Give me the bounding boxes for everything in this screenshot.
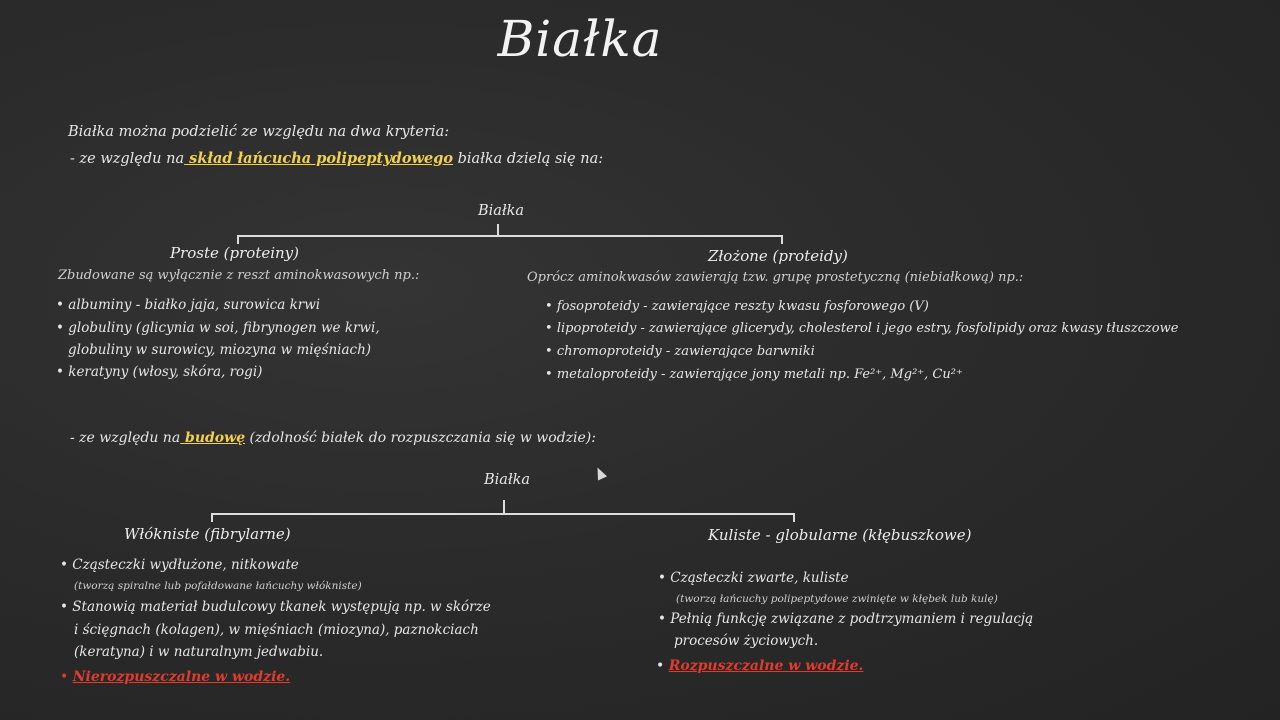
zlozone-item: • fosoproteidy - zawierające reszty kwasu fosforowego (V) xyxy=(545,299,929,314)
intro-line: Białka można podzielić ze względu na dwa kryteria: xyxy=(68,124,450,140)
mouse-cursor-icon xyxy=(593,465,607,480)
tree2-stem xyxy=(503,500,505,514)
criterion-1-highlight: skład łańcucha polipeptydowego xyxy=(184,150,454,167)
proste-item: • albuminy - białko jaja, surowica krwi xyxy=(56,297,320,313)
page-title: Białka xyxy=(497,10,663,68)
tree2-root: Białka xyxy=(484,472,531,488)
criterion-2 xyxy=(70,430,596,446)
zlozone-item: • chromoproteidy - zawierające barwniki xyxy=(545,344,815,359)
wlokniste-heading: Włókniste (fibrylarne) xyxy=(124,525,291,543)
tree1-branch xyxy=(237,235,783,237)
kuliste-heading: Kuliste - globularne (kłębuszkowe) xyxy=(708,526,972,544)
criterion-2-suffix: (zdolność białek do rozpuszczania się w wodzie): xyxy=(245,430,596,446)
wlokniste-item-cont: i ścięgnach (kolagen), w mięśniach (miozyna), paznokciach xyxy=(74,622,479,638)
tree2-left-tick xyxy=(211,513,213,522)
tree2-right-tick xyxy=(793,513,795,522)
wlokniste-item-cont: (keratyna) i w naturalnym jedwabiu. xyxy=(74,644,324,660)
soluble-label: Rozpuszczalne w wodzie. xyxy=(668,658,864,674)
zlozone-item: • metaloproteidy - zawierające jony metali np. Fe²⁺, Mg²⁺, Cu²⁺ xyxy=(545,367,963,382)
zlozone-desc: Oprócz aminokwasów zawierają tzw. grupę prostetyczną (niebiałkową) np.: xyxy=(527,270,1024,285)
tree1-root: Białka xyxy=(478,203,525,219)
zlozone-item: • lipoproteidy - zawierające glicerydy, cholesterol i jego estry, fosfolipidy oraz kwasy tłuszczowe xyxy=(545,321,1178,336)
kuliste-note: (tworzą łańcuchy polipeptydowe zwinięte w kłębek lub kulę) xyxy=(676,593,998,605)
proste-item: • globuliny (glicynia w soi, fibrynogen we krwi, xyxy=(56,320,380,336)
kuliste-solubility: • Rozpuszczalne w wodzie. xyxy=(656,658,864,674)
kuliste-item: • Pełnią funkcję związane z podtrzymaniem i regulacją xyxy=(658,611,1033,627)
tree1-left-tick xyxy=(237,235,239,244)
proste-item-cont: globuliny w surowicy, miozyna w mięśniach) xyxy=(68,342,372,358)
kuliste-item-cont: procesów życiowych. xyxy=(674,633,819,649)
proste-item: • keratyny (włosy, skóra, rogi) xyxy=(56,364,262,380)
criterion-1-suffix: białka dzielą się na: xyxy=(453,151,604,167)
zlozone-heading: Złożone (proteidy) xyxy=(708,247,848,265)
wlokniste-item: • Stanowią materiał budulcowy tkanek występują np. w skórze xyxy=(60,599,491,615)
kuliste-item: • Cząsteczki zwarte, kuliste xyxy=(658,570,849,586)
tree2-branch xyxy=(211,513,795,515)
wlokniste-solubility: • Nierozpuszczalne w wodzie. xyxy=(60,669,291,685)
proste-desc: Zbudowane są wyłącznie z reszt aminokwasowych np.: xyxy=(58,268,420,283)
criterion-2-prefix: - ze względu na xyxy=(70,430,181,446)
tree1-right-tick xyxy=(781,235,783,244)
criterion-1-prefix: - ze względu na xyxy=(70,151,185,167)
wlokniste-item: • Cząsteczki wydłużone, nitkowate xyxy=(60,557,299,573)
criterion-2-highlight: budowę xyxy=(180,430,246,446)
insoluble-label: Nierozpuszczalne w wodzie. xyxy=(72,669,291,685)
criterion-1 xyxy=(70,150,603,167)
proste-heading: Proste (proteiny) xyxy=(170,244,300,262)
wlokniste-note: (tworzą spiralne lub pofałdowane łańcuchy włókniste) xyxy=(74,580,362,592)
